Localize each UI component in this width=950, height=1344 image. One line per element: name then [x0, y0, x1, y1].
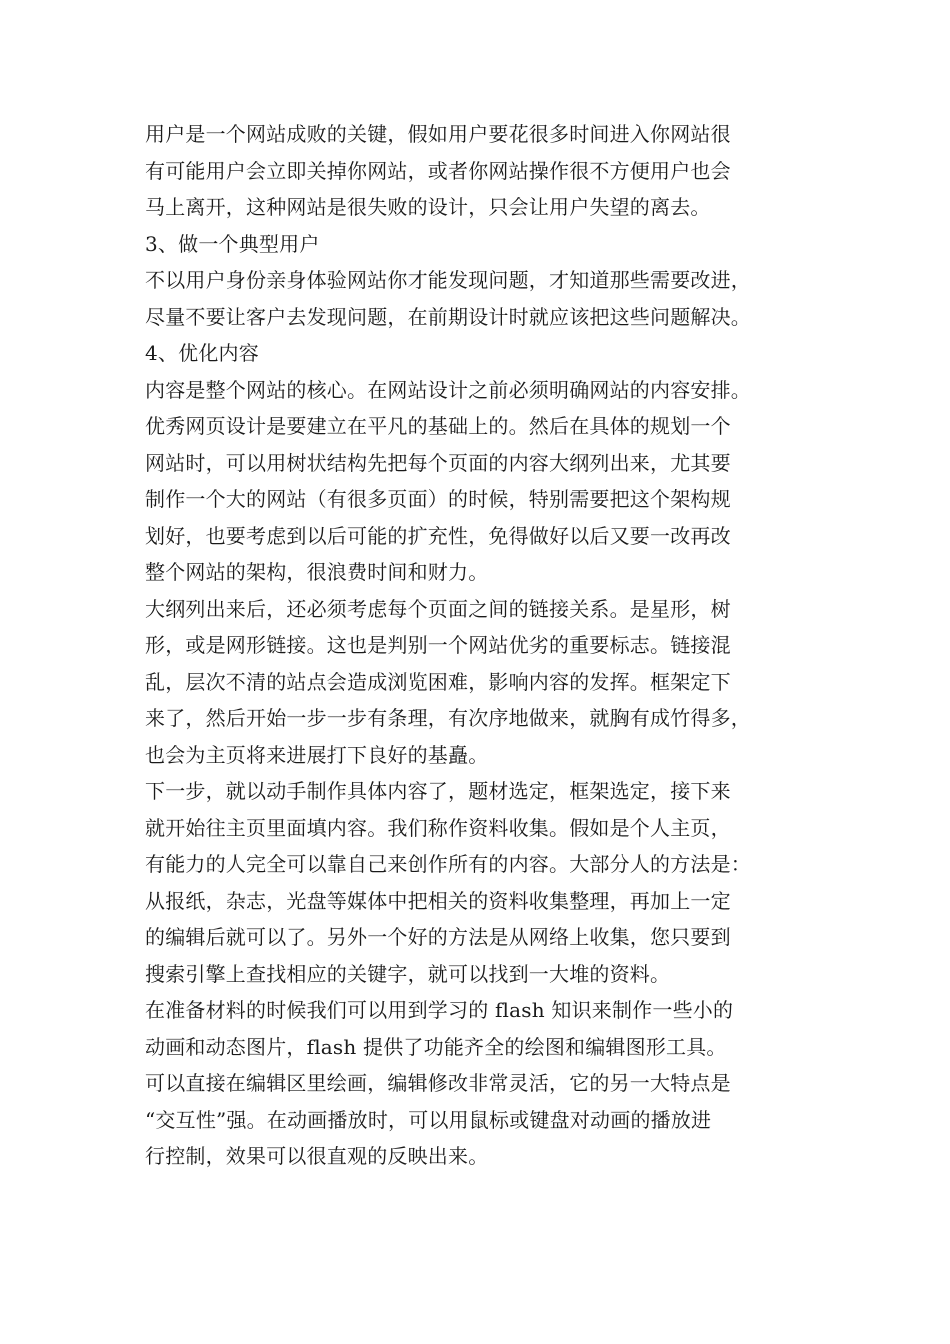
text-line: 用户是一个网站成败的关键，假如用户要花很多时间进入你网站很: [145, 122, 731, 146]
body-text: [145, 116, 825, 1175]
text-line: 尽量不要让客户去发现问题，在前期设计时就应该把这些问题解决。: [145, 304, 751, 329]
section-heading: 3、做一个典型用户: [145, 231, 320, 256]
text-line: 搜索引擎上查找相应的关键字，就可以找到一大堆的资料。: [145, 961, 671, 986]
text-line: 乱，层次不清的站点会造成浏览困难，影响内容的发挥。框架定下: [145, 669, 731, 694]
text-line: 的编辑后就可以了。另外一个好的方法是从网络上收集，您只要到: [145, 925, 731, 949]
text-line: 制作一个大的网站（有很多页面）的时候，特别需要把这个架构规: [145, 487, 731, 511]
text-line: 行控制，效果可以很直观的反映出来。: [145, 1144, 489, 1168]
text-line: 网站时，可以用树状结构先把每个页面的内容大纲列出来，尤其要: [145, 450, 731, 475]
text-line: 大纲列出来后，还必须考虑每个页面之间的链接关系。是星形，树: [145, 596, 731, 621]
text-line: 在准备材料的时候我们可以用到学习的 flash 知识来制作一些小的: [145, 998, 734, 1022]
text-line: 动画和动态图片，flash 提供了功能齐全的绘图和编辑图形工具。: [145, 1034, 727, 1059]
section-heading: 4、优化内容: [145, 341, 259, 365]
text-line: 有可能用户会立即关掉你网站，或者你网站操作很不方便用户也会: [145, 158, 731, 183]
text-line: 形，或是网形链接。这也是判别一个网站优劣的重要标志。链接混: [145, 633, 731, 657]
text-line: “交互性”强。在动画播放时，可以用鼠标或键盘对动画的播放进: [145, 1107, 712, 1132]
text-line: 马上离开，这种网站是很失败的设计，只会让用户失望的离去。: [145, 195, 711, 219]
text-line: 从报纸，杂志，光盘等媒体中把相关的资料收集整理，再加上一定: [145, 888, 731, 913]
text-line: 有能力的人完全可以靠自己来创作所有的内容。大部分人的方法是：: [145, 852, 751, 876]
text-line: 下一步，就以动手制作具体内容了，题材选定，框架选定，接下来: [145, 779, 731, 803]
text-line: 不以用户身份亲身体验网站你才能发现问题，才知道那些需要改进，: [145, 268, 751, 292]
text-line: 划好，也要考虑到以后可能的扩充性，免得做好以后又要一改再改: [145, 523, 731, 548]
text-line: 内容是整个网站的核心。在网站设计之前必须明确网站的内容安排。: [145, 377, 751, 402]
text-line: 来了，然后开始一步一步有条理，有次序地做来，就胸有成竹得多，: [145, 706, 751, 730]
text-line: 可以直接在编辑区里绘画，编辑修改非常灵活，它的另一大特点是: [145, 1071, 731, 1095]
text-line: 也会为主页将来进展打下良好的基矗。: [145, 742, 489, 767]
text-line: 整个网站的架构，很浪费时间和财力。: [145, 560, 489, 584]
text-line: 就开始往主页里面填内容。我们称作资料收集。假如是个人主页，: [145, 815, 731, 840]
text-line: 优秀网页设计是要建立在平凡的基础上的。然后在具体的规划一个: [145, 414, 731, 438]
